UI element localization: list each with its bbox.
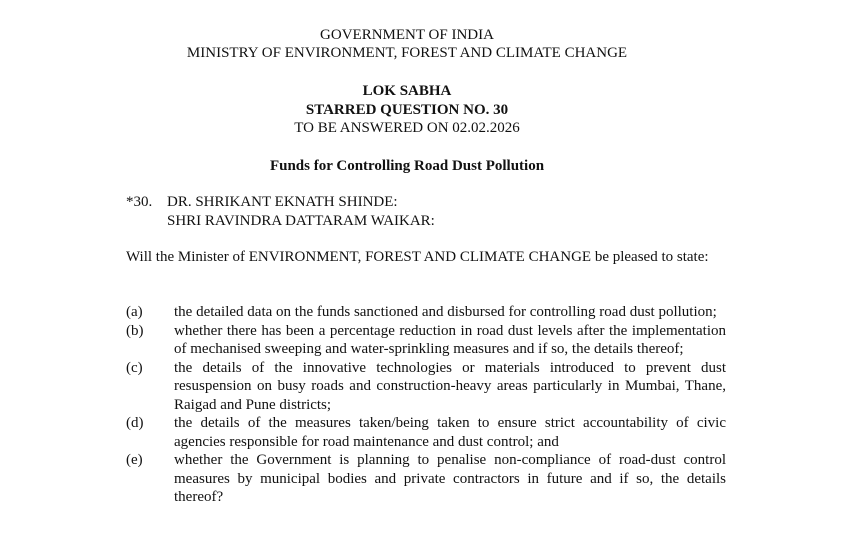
list-item-marker: (d) bbox=[126, 415, 144, 431]
list-item-marker: (a) bbox=[126, 304, 143, 320]
question-number-heading: STARRED QUESTION NO. 30 bbox=[305, 102, 509, 118]
list-item-text: whether there has been a percentage reduction in road dust levels after the implementation of mechanised sweeping and water-sprinkling measures and if so, the details thereof; bbox=[174, 322, 726, 357]
house-heading: LOK SABHA bbox=[362, 83, 452, 99]
question-list bbox=[126, 303, 726, 507]
question-serial-number: *30. bbox=[126, 194, 153, 210]
intro-paragraph: Will the Minister of ENVIRONMENT, FOREST AND CLIMATE CHANGE be pleased to state: bbox=[126, 249, 709, 265]
answer-date: TO BE ANSWERED ON 02.02.2026 bbox=[294, 120, 520, 136]
asker-name: SHRI RAVINDRA DATTARAM WAIKAR: bbox=[167, 213, 435, 229]
list-item-text: whether the Government is planning to penalise non-compliance of road-dust control measures by municipal bodies and private contractors in future and if so, the details thereof? bbox=[174, 452, 726, 505]
subject-title: Funds for Controlling Road Dust Pollution bbox=[269, 158, 545, 174]
government-heading: GOVERNMENT OF INDIA bbox=[320, 27, 494, 43]
list-item bbox=[126, 359, 726, 415]
list-item bbox=[126, 322, 726, 359]
list-item bbox=[126, 451, 726, 507]
list-item-marker: (e) bbox=[126, 452, 143, 468]
list-item-text: the detailed data on the funds sanctioned and disbursed for controlling road dust pollution; bbox=[174, 304, 717, 320]
ministry-heading: MINISTRY OF ENVIRONMENT, FOREST AND CLIMATE CHANGE bbox=[186, 45, 628, 61]
list-item-marker: (b) bbox=[126, 322, 144, 339]
list-item-text: the details of the innovative technologies or materials introduced to prevent dust resuspension on busy roads and construction-heavy areas particularly in Mumbai, Thane, Raigad and Pune districts; bbox=[174, 359, 726, 413]
list-item-marker: (c) bbox=[126, 359, 143, 376]
list-item bbox=[126, 414, 726, 451]
asker-name: DR. SHRIKANT EKNATH SHINDE: bbox=[167, 194, 398, 210]
list-item-text: the details of the measures taken/being taken to ensure strict accountability of civic agencies responsible for road maintenance and dust control; and bbox=[174, 415, 726, 450]
list-item bbox=[126, 303, 726, 322]
